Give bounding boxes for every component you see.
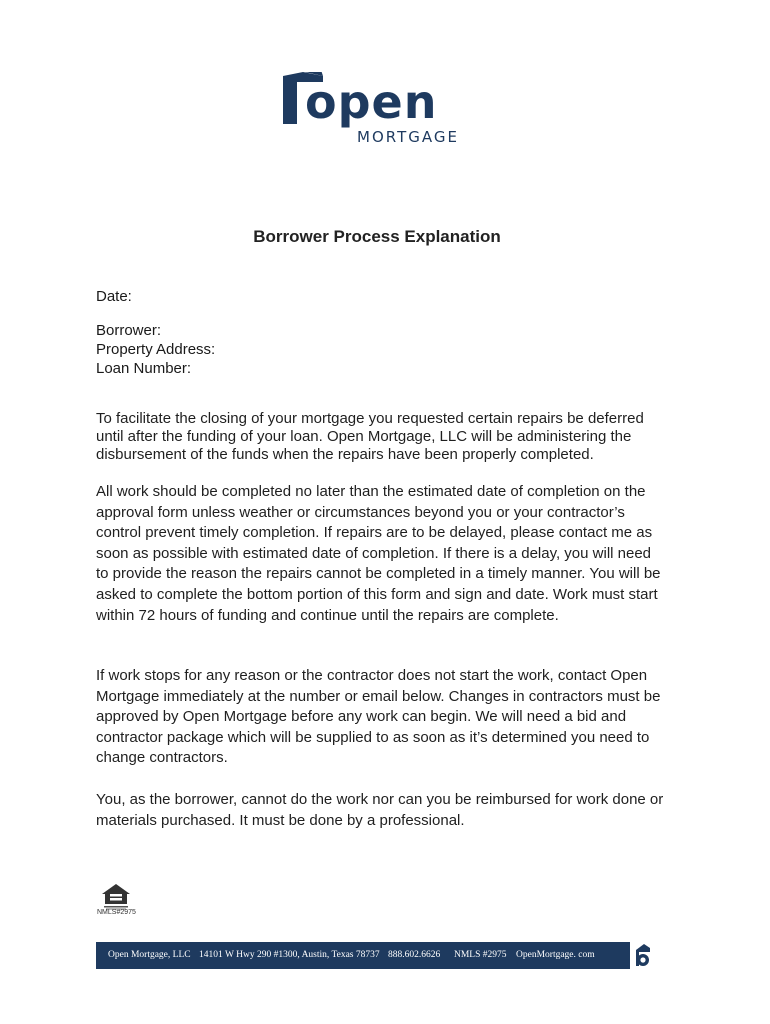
date-label: Date: (96, 288, 132, 305)
footer-company: Open Mortgage, LLC (108, 950, 191, 960)
loan-number-label: Loan Number: (96, 360, 192, 377)
borrower-label: Borrower: (96, 322, 162, 339)
logo-wordmark: open (305, 75, 438, 129)
page-title: Borrower Process Explanation (253, 227, 501, 246)
paragraph-completion: All work should be completed no later than the estimated date of completion on the approval form unless weather or circumstances beyond you or your contractor’s control prevent timely completion. If repairs are to be delayed, please contact me as soon as possible with estimated date of completion. If there is a delay, you will need to provide the reason the repairs cannot be completed in a timely manner. You will be asked to complete the bottom portion of this form and sign and date. Work must start within 72 hours of funding and continue until the repairs are complete. (96, 483, 661, 624)
footer-bar (96, 942, 654, 969)
footer-website[interactable]: OpenMortgage. com (516, 950, 595, 960)
logo-subtitle: MORTGAGE (357, 128, 459, 146)
footer-logo-icon (630, 942, 654, 969)
paragraph-professional: You, as the borrower, cannot do the work nor can you be reimbursed for work done or materials purchased. It must be done by a professional. (96, 791, 664, 829)
equal-housing-icon (99, 882, 133, 910)
footer-phone: 888.602.6626 (388, 950, 441, 960)
paragraph-deferred-repairs: To facilitate the closing of your mortgage you requested certain repairs be deferred until after the funding of your loan. Open Mortgage, LLC will be administering the disbursement of the funds when the repairs have been properly completed. (96, 410, 644, 463)
footer-address: 14101 W Hwy 290 #1300, Austin, Texas 78737 (199, 950, 380, 960)
paragraph-contractor: If work stops for any reason or the contractor does not start the work, contact Open Mortgage immediately at the number or email below. Changes in contractors must be approved by Open Mortgage before any work can begin. We will need a bid and contractor package which will be supplied to as soon as it’s determined you need to change contractors. (96, 667, 661, 767)
nmls-small-label: NMLS#2975 (97, 909, 136, 916)
company-logo (283, 72, 483, 152)
footer-nmls: NMLS #2975 (454, 950, 507, 960)
property-address-label: Property Address: (96, 341, 216, 358)
